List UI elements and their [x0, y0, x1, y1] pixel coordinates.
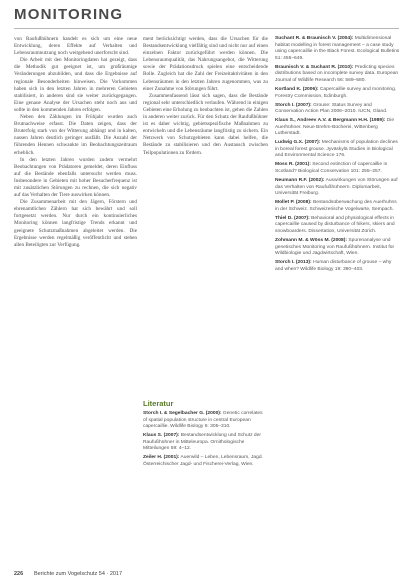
- reference-text: Bestandsüberwachung des Auerhuhns in der Schweiz. Schweizerische Vogelwarte, Sempach.: [275, 200, 397, 212]
- reference-item: [275, 238, 400, 258]
- reference-text: Mechanisms of population declines in boreal forest grouse. Jyväskylä Studies in Biological and Environmental Science 176.: [275, 140, 398, 159]
- reference-author: Neumann R.F. (2002):: [275, 178, 325, 184]
- reference-author: Zeiler H. (2001):: [143, 455, 180, 461]
- reference-column: [275, 36, 400, 276]
- reference-item: [275, 162, 400, 175]
- paragraph: Die Arbeit mit den Monitoringdaten hat gezeigt, dass die Methodik gut geeignet ist, um großräumige Veränderungen abzubilden, und dass die Ergebnisse auf regionale Besonderheiten hinweisen. Die Vorkommen haben sich in den letzten Jahren in mehreren Gebieten stabilisiert, in anderen sind sie weiter zurückgegangen. Eine genaue Analyse der Ursachen steht noch aus und sollte in den kommenden Jahren erfolgen.: [14, 57, 137, 113]
- text-column-1: [14, 36, 137, 249]
- journal-name: Berichte zum Vogelschutz 54 · 2017: [34, 571, 123, 577]
- reference-item: [275, 260, 400, 273]
- reference-item: [275, 103, 400, 116]
- reference-author: Braunisch V. & Suchant R. (2010):: [275, 64, 354, 70]
- reference-text: Bestandsentwicklung und Schutz der Raufußhühner in Mitteleuropa. Ornithologische Mitteilungen 59: 4–12.: [143, 433, 261, 452]
- reference-author: Storch I. (2007):: [275, 102, 312, 108]
- reference-item: [275, 200, 400, 213]
- reference-item: [143, 433, 268, 453]
- reference-author: Mollet P. (2008):: [275, 200, 312, 206]
- reference-author: Suchant R. & Braunisch V. (2004):: [275, 36, 354, 41]
- reference-text: Multidimensional habitat modelling in forest management – a case study using capercaillie in the Black Forest. Ecological Bulletins 51: 455–649.: [275, 36, 400, 61]
- page-footer: [14, 571, 399, 581]
- reference-author: Klaus S. (2007):: [143, 433, 180, 439]
- paragraph: ment berücksichtigt werden, dass die Ursachen für die Bestandsentwicklung vielfältig sind und nicht nur auf einen einzelnen Faktor zurückgeführt werden können. Die Lebensraumqualität, das Nahrungsangebot, die Witterung sowie der Prädationsdruck spielen eine entscheidende Rolle. Zugleich hat die Zahl der Freizeitaktivitäten in den Lebensräumen in den letzten Jahren zugenommen, was zu einer Zunahme von Störungen führt.: [143, 36, 268, 92]
- reference-item: [275, 178, 400, 198]
- reference-text: Grouse: Status Survey and Conservation Action Plan 2006–2010. IUCN, Gland.: [275, 102, 388, 115]
- reference-text: Behavioral and physiological effects in capercaillie caused by disturbance of hikers, skiers and snowboarders. Dissertation, Universität Zürich.: [275, 215, 395, 234]
- reference-author: Thiel D. (2007):: [275, 215, 310, 221]
- reference-text: Auerwild – Leben, Lebensraum, Jagd. Österreichischer Jagd- und Fischerei-Verlag, Wien.: [143, 455, 263, 467]
- reference-author: Ludwig G.X. (2007):: [275, 140, 321, 146]
- reference-author: Storch I. & Segelbacher G. (2000):: [143, 411, 222, 416]
- reference-text: Human disturbance of grouse – why and when? Wildlife Biology 19: 390–403.: [275, 260, 392, 272]
- reference-item: [275, 216, 400, 236]
- paragraph: Neben den Zählungen im Frühjahr wurden auch Brutnachweise erfasst. Die Daten zeigen, dass der Bruterfolg stark von der Witterung abhängt und in kalten, nassen Jahren deutlich geringer ausfällt. Die Anzahl der führenden Hennen schwankte im Beobachtungszeitraum erheblich.: [14, 114, 137, 156]
- reference-author: Zohmann M. & Wöss M. (2008):: [275, 237, 348, 243]
- reference-item: [275, 36, 400, 62]
- paragraph: von Raufußhühnern handelt es sich um eine neue Entwicklung, deren Effekte auf Verhalten und Lebensraumnutzung noch weitgehend unerforscht sind.: [14, 36, 137, 57]
- paragraph: Die Zusammenarbeit mit den Jägern, Förstern und ehrenamtlichen Zählern hat sich bewährt und soll fortgesetzt werden. Nur durch ein kontinuierliches Monitoring können langfristige Trends erkannt und geeignete Schutzmaßnahmen abgeleitet werden. Die Ergebnisse werden regelmäßig veröffentlicht und stehen allen Beteiligten zur Verfügung.: [14, 199, 137, 248]
- header-divider: [14, 28, 399, 29]
- reference-text: Capercaillie survey and monitoring. Forestry Commission, Edinburgh.: [275, 86, 397, 99]
- page-header: [0, 0, 413, 28]
- page-number: 226: [14, 571, 24, 577]
- reference-text: Second extinction of capercaillie in Scotland? Biological Conservation 101: 255–257.: [275, 162, 388, 175]
- literature-section: [143, 399, 268, 471]
- reference-author: Storch I. (2013):: [275, 260, 312, 266]
- reference-item: [275, 87, 400, 100]
- reference-item: [275, 65, 400, 85]
- reference-item: [275, 118, 400, 138]
- reference-text: Genetic correlates of spatial population structure in central European capercaillie. Wildlife Biology 6: 305–310.: [143, 411, 263, 430]
- reference-item: [143, 455, 268, 468]
- reference-text: Die Auerhühner. Neue Brehm-Bücherei, Wittenberg Lutherstadt.: [275, 118, 395, 137]
- reference-author: Moss R. (2001):: [275, 162, 311, 168]
- section-title: MONITORING: [14, 6, 124, 23]
- reference-item: [143, 411, 268, 431]
- reference-author: Kortland K. (2006):: [275, 86, 319, 92]
- reference-item: [275, 140, 400, 160]
- paragraph: In den letzten Jahren wurden zudem vermehrt Beobachtungen von Prädatoren gemeldet, deren Einfluss auf die Bestände ebenfalls untersucht werden muss. Insbesondere in Gebieten mit hoher Besucherfrequenz ist mit zusätzlichen Störungen zu rechnen, die sich negativ auf das Verhalten der Tiere auswirken können.: [14, 156, 137, 199]
- paragraph: Zusammenfassend lässt sich sagen, dass die Bestände regional sehr unterschiedlich verlaufen. Während in einigen Gebieten eine Erholung zu beobachten ist, gehen die Zahlen in anderen weiter zurück. Für den Schutz der Raufußhühner ist es daher wichtig, gebietsspezifische Maßnahmen zu entwickeln und die Lebensräume langfristig zu sichern. Ein Netzwerk von Schutzgebieten kann dabei helfen, die Bestände zu stabilisieren und den Austausch zwischen Teilpopulationen zu fördern.: [143, 92, 268, 156]
- reference-text: Predicting species distributions based on incomplete survey data. European Journal of Wildlife Research 56: 569–580.: [275, 64, 399, 83]
- reference-text: Auswirkungen von Störungen auf das Verhalten von Raufußhühnern. Diplomarbeit, Universität Freiburg.: [275, 178, 398, 197]
- text-column-2: [143, 36, 268, 157]
- reference-text: Spurenanalyse und genetisches Monitoring von Raufußhühnern. Institut für Wildbiologie und Jagdwirtschaft, Wien.: [275, 237, 395, 257]
- reference-author: Klaus S., Andreev A.V. & Bergmann H.H. (1989):: [275, 118, 386, 124]
- literature-heading: Literatur: [143, 399, 174, 408]
